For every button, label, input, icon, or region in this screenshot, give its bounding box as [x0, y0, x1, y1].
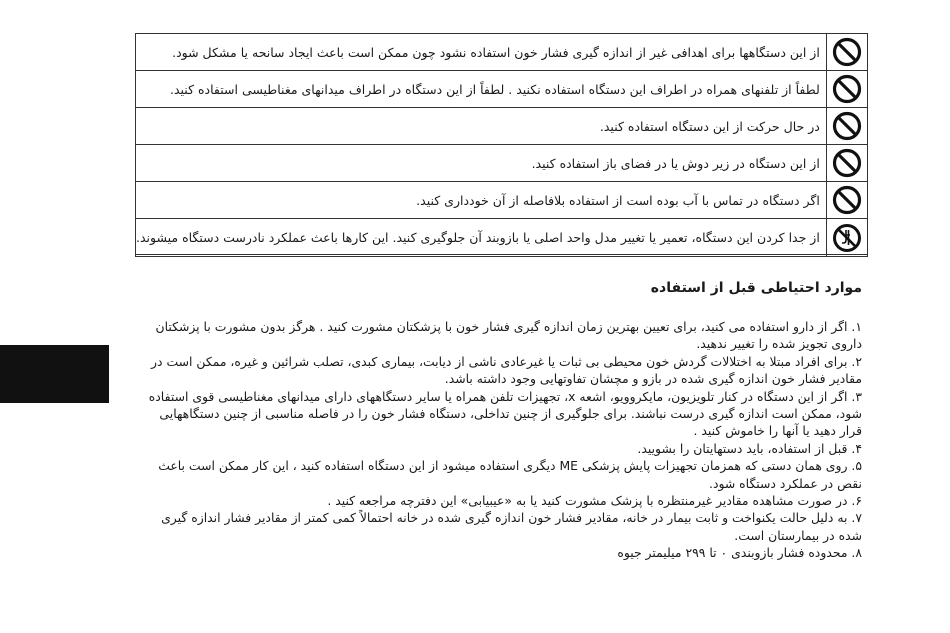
warning-icon-cell: [826, 145, 867, 182]
warning-icon-cell: [826, 108, 867, 145]
warning-icon-cell: [826, 34, 867, 71]
warnings-table: [135, 33, 868, 257]
no-disassembly-icon: [832, 223, 862, 253]
list-item: ۷. به دلیل حالت یکنواخت و ثابت بیمار در خانه، مقادیر فشار خون اندازه گیری شده در خانه احتمالاً کمی کمتر از مقادیر فشار اندازه گیری شده در بیمارستان است.: [161, 510, 862, 543]
warning-text: از جدا کردن این دستگاه، تعمیر یا تغییر مدل واحد اصلی یا بازوبند آن جلوگیری کنید. این کارها باعث عملکرد نادرست دستگاه میشوند.: [136, 219, 827, 257]
warning-text: از این دستگاهها برای اهدافی غیر از اندازه گیری فشار خون استفاده نشود چون ممکن است باعث ایجاد سانحه یا مشکل شود.: [136, 34, 827, 71]
list-item: ۸. محدوده فشار بازوبندی ۰ تا ۲۹۹ میلیمتر جیوه: [617, 545, 862, 561]
warning-row: [136, 34, 868, 71]
divider: [135, 254, 868, 255]
warning-text: در حال حرکت از این دستگاه استفاده کنید.: [136, 108, 827, 145]
list-item: ۴. قبل از استفاده، باید دستهایتان را بشویید.: [637, 440, 862, 456]
warning-row: [136, 182, 868, 219]
warning-icon-cell: [826, 182, 867, 219]
prohibited-icon: [832, 185, 862, 215]
warning-text: لطفاً از تلفنهای همراه در اطراف این دستگاه استفاده نکنید . لطفاً از این دستگاه در اطراف میدانهای مغناطیسی استفاده کنید.: [136, 71, 827, 108]
section-tab-marker: [0, 345, 109, 403]
list-item: ۲. برای افراد مبتلا به اختلالات گردش خون محیطی بی ثبات یا غیرعادی ناشی از دیابت، بیماری کبدی، تصلب شرائین و غیره، ممکن است در مقادیر فشار خون اندازه گیری شده در بازو و مچشان تفاوتهایی وجود داشته باشد.: [151, 353, 862, 387]
section-title: موارد احتیاطی قبل از استفاده: [650, 280, 862, 296]
warning-row: [136, 145, 868, 182]
prohibited-icon: [832, 148, 862, 178]
warning-row: [136, 71, 868, 108]
prohibited-icon: [832, 74, 862, 104]
prohibited-icon: [832, 37, 862, 67]
warning-icon-cell: [826, 71, 867, 108]
warning-row: [136, 108, 868, 145]
warning-row: [136, 219, 868, 257]
list-item: ۶. در صورت مشاهده مقادیر غیرمنتظره با پزشک مشورت کنید یا به «عیبیابی» این دفترچه مراجعه کنید .: [327, 493, 862, 509]
warning-text: از این دستگاه در زیر دوش یا در فضای باز استفاده کنید.: [136, 145, 827, 182]
warning-text: اگر دستگاه در تماس با آب بوده است از استفاده بلافاصله از آن خودداری کنید.: [136, 182, 827, 219]
list-item: ۱. اگر از دارو استفاده می کنید، برای تعیین بهترین زمان اندازه گیری فشار خون با پزشکتان مشورت کنید . هرگز بدون مشورت با پزشکتان داروی تجویز شده را تغییر ندهید.: [155, 319, 862, 352]
warning-icon-cell: [826, 219, 867, 257]
list-item: ۵. روی همان دستی که همزمان تجهیزات پایش پزشکی ME دیگری استفاده میشود از این دستگاه استفاده کنید ، این کار ممکن است باعث نقص در عملکرد دستگاه شود.: [158, 458, 862, 491]
prohibited-icon: [832, 111, 862, 141]
precautions-list: [145, 318, 862, 562]
list-item: ۳. اگر از این دستگاه در کنار تلویزیون، مایکروویو، اشعه x، تجهیزات تلفن همراه یا سایر دستگاههای دارای میدانهای مغناطیسی قوی استفاده شود، ممکن است اندازه گیری درست نباشند. برای جلوگیری از چنین تداخلی، دستگاه فشار خون را در فاصله مناسبی از چنین دستگاههایی قرار دهید یا آنها را خاموش کنید .: [148, 388, 862, 439]
